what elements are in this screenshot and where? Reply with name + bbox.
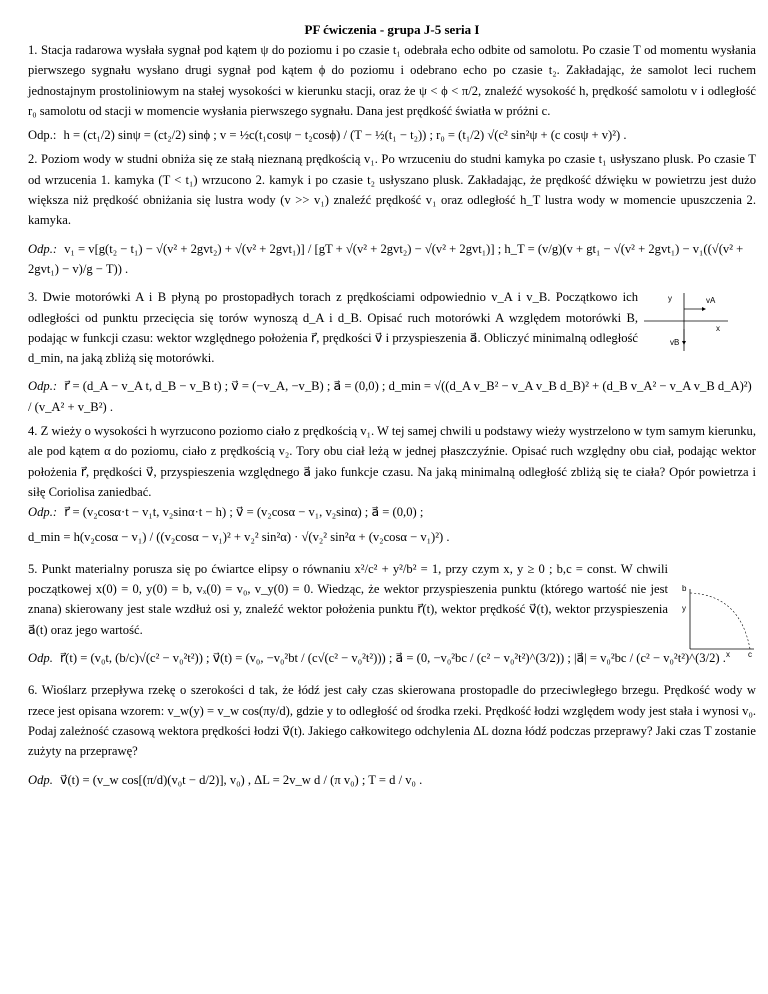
boats-x-label: x — [716, 324, 720, 334]
answer-formula: v⃗(t) = (v_w cos[(π/d)(v₀t − d/2)], v₀) , ΔL = 2v_w d / (π v₀) ; T = d / v₀ . — [60, 772, 423, 787]
answer-label: Odp.: — [28, 241, 58, 256]
answer-label: Odp.: — [28, 379, 58, 394]
boats-va-label: vA — [706, 296, 716, 306]
problem-6-text: 6. Wioślarz przepływa rzekę o szerokości d tak, że łódź jest cały czas skierowana prostopadle do przeciwległego brzegu. Prędkość wody w rzece jest opisana wzorem: v_w(y) = v_w cos(πy/d), gdzie y to odległość od środka rzeki. Prędkość łodzi względem wody jest stała i wynosi v₀. Podaj zależność czasową wektora prędkości łodzi v⃗(t). Jakiego całkowitego odchylenia ΔL dozna łódź podczas przeprawy? Jaki czas T zostanie zużyty na przeprawę? — [28, 683, 756, 759]
problem-4-answer — [28, 502, 756, 522]
problem-3-text: 3. Dwie motorówki A i B płyną po prostopadłych torach z prędkościami odpowiednio v_A i v_B. Początkowo ich odległości od punktu przecięcia się torów wynoszą d_A i d_B. Opisać ruch motorówki A względem motorówki B, podając w funkcji czasu: wektor względnego położenia r⃗, prędkości v⃗ i przyspieszenia a⃗. Obliczyć minimalną odległość d_min, na jaką zbliżą się motorówki. — [28, 290, 638, 366]
boats-vb-label: vB — [670, 338, 680, 348]
answer-formula: r⃗ = (v₂cosα·t − v₁t, v₂sinα·t − h) ; v⃗ = (v₂cosα − v₁, v₂sinα) ; a⃗ = (0,0) ; — [64, 505, 424, 520]
page-title: PF ćwiczenia - grupa J-5 seria I — [304, 22, 480, 37]
answer-formula: r⃗ = (d_A − v_A t, d_B − v_B t) ; v⃗ = (−v_A, −v_B) ; a⃗ = (0,0) ; d_min = √((d_A v_B² − v_A v_B d_B)² + (d_B v_A² − v_A v_B d_A)²) / (v_A² + v_B²) . — [28, 379, 752, 414]
answer-label: Odp.: — [28, 128, 57, 143]
ellipse-diagram — [680, 577, 760, 657]
ellipse-y-label: y — [682, 603, 686, 613]
ellipse-c-label: c — [748, 649, 752, 657]
problem-4-text: 4. Z wieży o wysokości h wyrzucono poziomo ciało z prędkością v₁. W tej samej chwili u podstawy wieży wystrzelono w tym samym kierunku, ale pod kątem α do poziomu, ciało z prędkością v₂. Tory obu ciał leżą w jednej płaszczyźnie. Opisać ruch względny obu ciał, podając wektor położenia r⃗, prędkości v⃗, przyspieszenia względnego a⃗ jako funkcje czasu. Na jaką minimalną odległość zbliżą się te ciała? Opór powietrza i siłę Coriolisa zaniedbać. — [28, 424, 756, 499]
problem-5-answer — [28, 648, 756, 668]
answer-label: Odp. — [28, 651, 53, 666]
problem-2-text: 2. Poziom wody w studni obniża się ze stałą nieznaną prędkością v₁. Po wrzuceniu do studni kamyka po czasie t₁ usłyszano plusk. Po czasie T od wrzucenia 1. kamyka (T < t₁) wrzucono 2. kamyk i po czasie t₂ usłyszano plusk. Zakładając, że prędkość dźwięku w powietrzu jest dużo większa niż prędkość obniżania się lustra wody (v >> v₁) znaleźć prędkość v₁ oraz odległość h_T lustra wody w momencie upuszczenia 2. kamyka. — [28, 152, 756, 228]
ellipse-x-label: x — [726, 649, 730, 657]
vb-arrowhead — [682, 341, 686, 345]
ellipse-quarter-arc — [690, 593, 750, 649]
problem-3-answer — [28, 376, 756, 417]
problem-2-answer — [28, 239, 756, 280]
problem-4-answer-dmin: d_min = h(v₂cosα − v₁) / ((v₂cosα − v₁)² + v₂² sin²α) · √(v₂² sin²α + (v₂cosα − v₁)²) . — [28, 529, 450, 544]
answer-formula: r⃗(t) = (v₀t, (b/c)√(c² − v₀²t²)) ; v⃗(t) = (v₀, −v₀²bt / (c√(c² − v₀²t²))) ; a⃗ = (0, −v₀²bc / (c² − v₀²t²)^(3/2)) ; |a⃗| = v₀²bc / (c² − v₀²t²)^(3/2) . — [60, 651, 726, 666]
answer-label: Odp.: — [28, 505, 58, 520]
boats-diagram — [640, 289, 732, 353]
boats-y-label: y — [668, 294, 672, 304]
problem-6-answer — [28, 770, 756, 790]
document-page — [28, 22, 756, 790]
problem-1-answer — [28, 125, 756, 145]
answer-formula: v₁ = v[g(t₂ − t₁) − √(v² + 2gvt₂) + √(v² + 2gvt₁)] / [gT + √(v² + 2gvt₂) − √(v² + 2gvt₁)] ; h_T = (v/g)(v + gt₁ − √(v² + 2gvt₁) − v₁((√(v² + 2gvt₁) − v)/g − T)) . — [28, 241, 744, 276]
problem-5-text: 5. Punkt materialny porusza się po ćwiartce elipsy o równaniu x²/c² + y²/b² = 1, przy czym x, y ≥ 0 ; b,c = const. W chwili początkowej x(0) = 0, y(0) = b, vₓ(0) = v₀, v_y(0) = 0. Wiedząc, że wektor przyspieszenia punktu (którego wartość nie jest znana) skierowany jest stale wzdłuż osi y, znaleźć wektor położenia punktu r⃗(t), wektor prędkość v⃗(t), wektor przyspieszenia a⃗(t) oraz jego wartość. — [28, 561, 668, 637]
answer-formula: h = (ct₁/2) sinψ = (ct₂/2) sinϕ ; v = ½c(t₁cosψ − t₂cosϕ) / (T − ½(t₁ − t₂)) ; r₀ = (t₁/2) √(c² sin²ψ + (c cosψ + v)²) . — [63, 128, 627, 143]
answer-label: Odp. — [28, 772, 53, 787]
ellipse-b-label: b — [682, 583, 687, 593]
problem-1-text: 1. Stacja radarowa wysłała sygnał pod kątem ψ do poziomu i po czasie t₁ odebrała echo odbite od samolotu. Po czasie T od momentu wysłania pierwszego sygnału wysłano drugi sygnał pod kątem ϕ do poziomu i odebrano echo po czasie t₂. Zakładając, że samolot leci ruchem jednostajnym prostoliniowym na stałej wysokości w kierunku stacji, oraz że ψ < ϕ < π/2, znaleźć wysokość h, prędkość samolotu v i odległość r₀ samolotu od stacji w momencie wysłania pierwszego sygnału. Dana jest prędkość światła w próżni c. — [28, 43, 756, 118]
va-arrowhead — [702, 307, 706, 311]
